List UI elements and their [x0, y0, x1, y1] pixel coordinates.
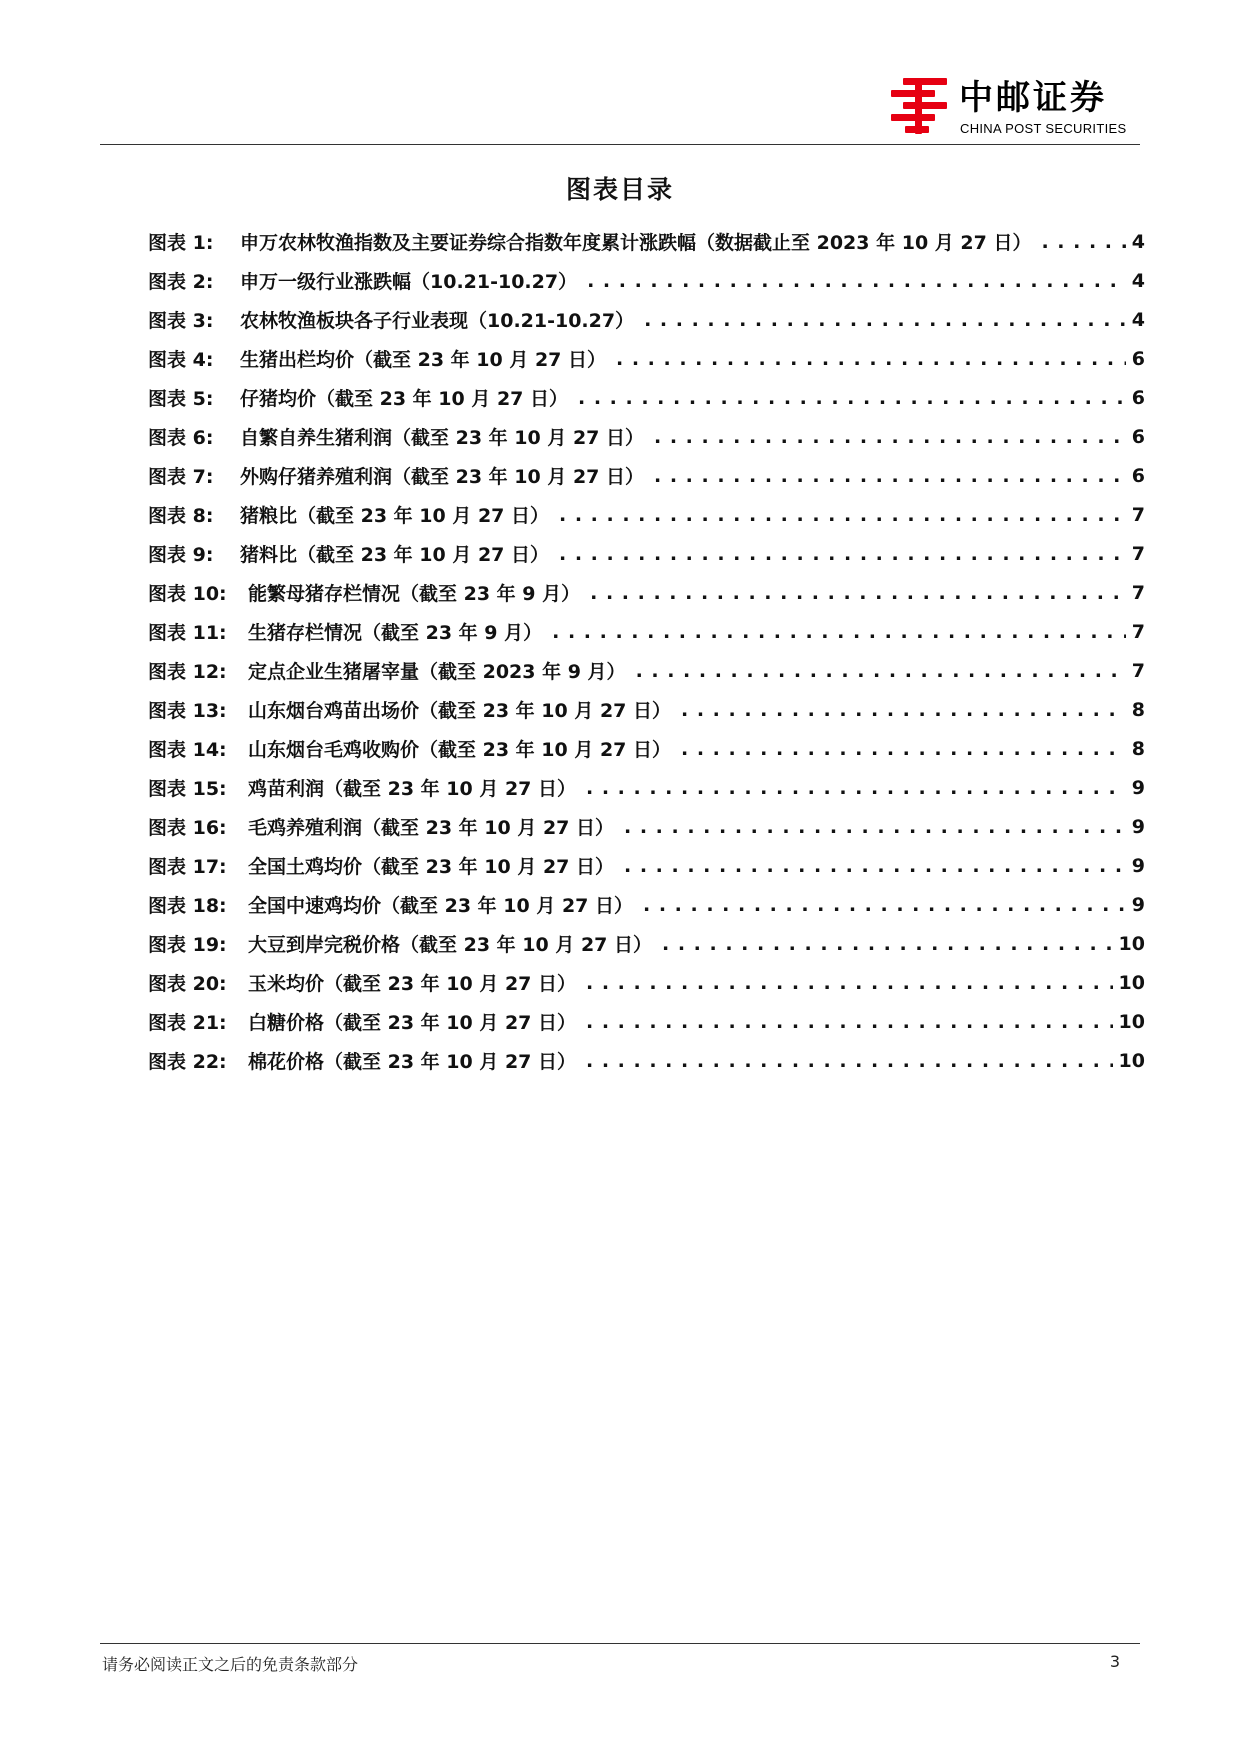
toc-entry-page: 10	[1118, 932, 1145, 955]
toc-dot-leader	[662, 933, 1113, 955]
toc-entry-page: 10	[1118, 1010, 1145, 1033]
toc-entry[interactable]	[148, 768, 1145, 807]
china-post-logo-icon	[885, 72, 951, 138]
toc-entry-label: 图表 17:	[148, 856, 227, 878]
toc-dot-leader	[654, 426, 1126, 448]
toc-entry-title: 申万一级行业涨跌幅（10.21-10.27）	[240, 271, 578, 293]
toc-entry[interactable]	[148, 573, 1145, 612]
toc-entry-title: 申万农林牧渔指数及主要证券综合指数年度累计涨跌幅（数据截止至 2023 年 10 月 27 日）	[240, 232, 1032, 254]
toc-entry-title: 农林牧渔板块各子行业表现（10.21-10.27）	[240, 310, 635, 332]
toc-dot-leader	[559, 543, 1126, 565]
toc-entry-page: 6	[1131, 425, 1145, 448]
toc-dot-leader	[654, 465, 1126, 487]
table-of-figures	[148, 222, 1145, 1080]
toc-entry-page: 7	[1131, 542, 1145, 565]
toc-entry-title: 猪料比（截至 23 年 10 月 27 日）	[240, 544, 550, 566]
toc-entry[interactable]	[148, 651, 1145, 690]
toc-entry[interactable]	[148, 612, 1145, 651]
toc-entry-title: 山东烟台毛鸡收购价（截至 23 年 10 月 27 日）	[248, 739, 672, 761]
toc-dot-leader	[552, 621, 1126, 643]
toc-entry-title: 猪粮比（截至 23 年 10 月 27 日）	[240, 505, 550, 527]
toc-entry-page: 9	[1131, 854, 1145, 877]
toc-entry-page: 7	[1131, 659, 1145, 682]
toc-dot-leader	[586, 972, 1113, 994]
toc-entry-page: 8	[1131, 698, 1145, 721]
toc-dot-leader	[624, 855, 1126, 877]
toc-dot-leader	[578, 387, 1126, 409]
toc-entry-title: 能繁母猪存栏情况（截至 23 年 9 月）	[248, 583, 581, 605]
toc-entry-title: 大豆到岸完税价格（截至 23 年 10 月 27 日）	[248, 934, 653, 956]
toc-entry-title: 毛鸡养殖利润（截至 23 年 10 月 27 日）	[248, 817, 615, 839]
toc-entry[interactable]	[148, 378, 1145, 417]
toc-dot-leader	[559, 504, 1126, 526]
toc-entry-title: 鸡苗利润（截至 23 年 10 月 27 日）	[248, 778, 577, 800]
toc-dot-leader	[586, 1050, 1113, 1072]
toc-entry-label: 图表 22:	[148, 1051, 227, 1073]
toc-entry-label: 图表 19:	[148, 934, 227, 956]
toc-entry-page: 6	[1131, 386, 1145, 409]
toc-entry-page: 4	[1131, 269, 1145, 292]
toc-entry-page: 10	[1118, 1049, 1145, 1072]
toc-entry-page: 8	[1131, 737, 1145, 760]
toc-entry[interactable]	[148, 807, 1145, 846]
toc-entry-label: 图表 9:	[148, 544, 214, 566]
toc-dot-leader	[681, 699, 1126, 721]
toc-entry-title: 外购仔猪养殖利润（截至 23 年 10 月 27 日）	[240, 466, 645, 488]
toc-entry[interactable]	[148, 300, 1145, 339]
toc-entry-label: 图表 14:	[148, 739, 227, 761]
toc-entry-label: 图表 18:	[148, 895, 227, 917]
toc-entry[interactable]	[148, 963, 1145, 1002]
toc-entry-label: 图表 5:	[148, 388, 214, 410]
page-number: 3	[1109, 1652, 1120, 1671]
toc-entry[interactable]	[148, 1041, 1145, 1080]
toc-entry[interactable]	[148, 924, 1145, 963]
toc-entry-label: 图表 12:	[148, 661, 227, 683]
toc-entry-label: 图表 2:	[148, 271, 214, 293]
toc-dot-leader	[586, 1011, 1113, 1033]
toc-entry-label: 图表 7:	[148, 466, 214, 488]
toc-entry-title: 全国土鸡均价（截至 23 年 10 月 27 日）	[248, 856, 615, 878]
toc-entry-label: 图表 16:	[148, 817, 227, 839]
toc-dot-leader	[590, 582, 1126, 604]
toc-entry-page: 6	[1131, 347, 1145, 370]
header-divider	[100, 144, 1140, 145]
toc-entry-label: 图表 8:	[148, 505, 214, 527]
toc-entry[interactable]	[148, 1002, 1145, 1041]
toc-entry-label: 图表 15:	[148, 778, 227, 800]
toc-dot-leader	[616, 348, 1126, 370]
toc-dot-leader	[624, 816, 1126, 838]
toc-entry[interactable]	[148, 417, 1145, 456]
toc-entry-title: 定点企业生猪屠宰量（截至 2023 年 9 月）	[248, 661, 626, 683]
toc-entry[interactable]	[148, 846, 1145, 885]
toc-entry-label: 图表 4:	[148, 349, 214, 371]
toc-entry-title: 仔猪均价（截至 23 年 10 月 27 日）	[240, 388, 569, 410]
toc-entry[interactable]	[148, 495, 1145, 534]
toc-entry-title: 山东烟台鸡苗出场价（截至 23 年 10 月 27 日）	[248, 700, 672, 722]
toc-entry-page: 9	[1131, 776, 1145, 799]
toc-entry[interactable]	[148, 729, 1145, 768]
toc-entry-page: 9	[1131, 893, 1145, 916]
toc-entry-page: 7	[1131, 581, 1145, 604]
toc-entry-label: 图表 20:	[148, 973, 227, 995]
toc-entry-label: 图表 1:	[148, 232, 214, 254]
toc-entry-title: 玉米均价（截至 23 年 10 月 27 日）	[248, 973, 577, 995]
toc-dot-leader	[587, 270, 1126, 292]
toc-entry-page: 4	[1131, 308, 1145, 331]
toc-entry[interactable]	[148, 222, 1145, 261]
toc-entry-label: 图表 6:	[148, 427, 214, 449]
toc-title: 图表目录	[565, 175, 674, 204]
toc-entry-page: 7	[1131, 503, 1145, 526]
toc-entry-title: 自繁自养生猪利润（截至 23 年 10 月 27 日）	[240, 427, 645, 449]
toc-entry-title: 生猪出栏均价（截至 23 年 10 月 27 日）	[240, 349, 607, 371]
toc-entry[interactable]	[148, 885, 1145, 924]
toc-entry-title: 生猪存栏情况（截至 23 年 9 月）	[248, 622, 543, 644]
toc-entry-label: 图表 3:	[148, 310, 214, 332]
toc-dot-leader	[1041, 231, 1125, 253]
footer-divider	[100, 1643, 1140, 1644]
logo-chinese-name: 中邮证券	[959, 78, 1107, 118]
toc-entry-page: 6	[1131, 464, 1145, 487]
company-logo	[885, 72, 1150, 140]
toc-entry-page: 9	[1131, 815, 1145, 838]
logo-english-name: CHINA POST SECURITIES	[960, 121, 1127, 136]
toc-entry-page: 4	[1131, 230, 1145, 253]
toc-dot-leader	[644, 309, 1126, 331]
toc-entry-title: 白糖价格（截至 23 年 10 月 27 日）	[248, 1012, 577, 1034]
toc-entry-label: 图表 13:	[148, 700, 227, 722]
toc-entry[interactable]	[148, 339, 1145, 378]
toc-entry-title: 全国中速鸡均价（截至 23 年 10 月 27 日）	[248, 895, 634, 917]
toc-entry-page: 7	[1131, 620, 1145, 643]
toc-entry-label: 图表 21:	[148, 1012, 227, 1034]
toc-entry[interactable]	[148, 456, 1145, 495]
toc-entry-page: 10	[1118, 971, 1145, 994]
toc-entry[interactable]	[148, 534, 1145, 573]
toc-dot-leader	[586, 777, 1126, 799]
toc-entry-label: 图表 10:	[148, 583, 227, 605]
toc-dot-leader	[636, 660, 1126, 682]
toc-entry-label: 图表 11:	[148, 622, 227, 644]
toc-dot-leader	[681, 738, 1126, 760]
toc-entry[interactable]	[148, 690, 1145, 729]
toc-dot-leader	[643, 894, 1126, 916]
disclaimer-note: 请务必阅读正文之后的免责条款部分	[102, 1655, 359, 1674]
toc-entry-title: 棉花价格（截至 23 年 10 月 27 日）	[248, 1051, 577, 1073]
toc-entry[interactable]	[148, 261, 1145, 300]
